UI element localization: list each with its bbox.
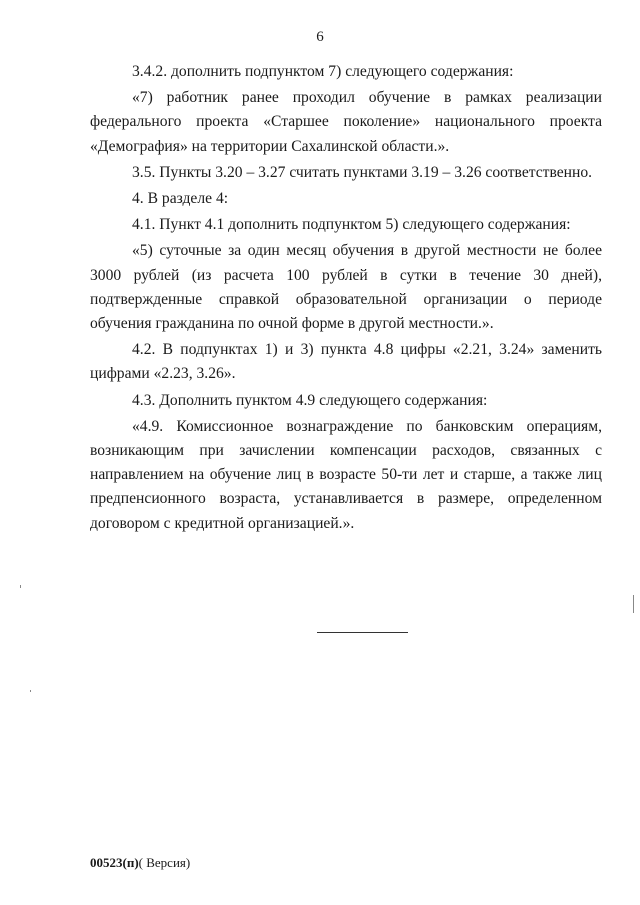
scan-edge-mark: [633, 595, 634, 613]
separator-line: [317, 632, 408, 633]
page-number: 6: [316, 29, 324, 45]
paragraph-item-5: «5) суточные за один месяц обучения в другой местности не более 3000 рублей (из расчета 100 рублей в сутки в течение 30 дней), подтвержденные справкой образовательной организации о периоде обучения гражданина по очной форме в другой местности.».: [90, 242, 602, 333]
paragraph-item-7: «7) работник ранее проходил обучение в рамках реализации федерального проекта «Старшее поколение» национального проекта «Демография» на территории Сахалинской области.».: [90, 89, 602, 155]
paragraph-section-4: 4. В разделе 4:: [132, 190, 229, 208]
paragraph-3-5: 3.5. Пункты 3.20 – 3.27 считать пунктами 3.19 – 3.26 соответственно.: [132, 163, 593, 181]
paragraph-item-4-9: «4.9. Комиссионное вознаграждение по банковским операциям, возникающим при зачислении компенсации расходов, связанных с направлением на обучение лиц в возрасте 50-ти лет и старше, а также лиц предпенсионного возраста, устанавливается в размере, определенном договором с кредитной организацией.».: [90, 417, 602, 532]
document-code: [90, 855, 190, 871]
paragraph-3-4-2: 3.4.2. дополнить подпунктом 7) следующего содержания:: [132, 63, 514, 80]
document-code-number: 00523(п): [90, 855, 139, 870]
paragraph-4-3: 4.3. Дополнить пунктом 4.9 следующего содержания:: [132, 391, 488, 409]
document-version-label: ( Версия): [138, 855, 191, 870]
paragraph-4-2: 4.2. В подпунктах 1) и 3) пункта 4.8 цифры «2.21, 3.24» заменить цифрами «2.23, 3.26».: [90, 341, 602, 383]
scan-speck: [20, 585, 21, 588]
scan-speck: [30, 690, 31, 692]
document-body: [90, 60, 602, 538]
paragraph-4-1: 4.1. Пункт 4.1 дополнить подпунктом 5) следующего содержания:: [132, 216, 571, 234]
